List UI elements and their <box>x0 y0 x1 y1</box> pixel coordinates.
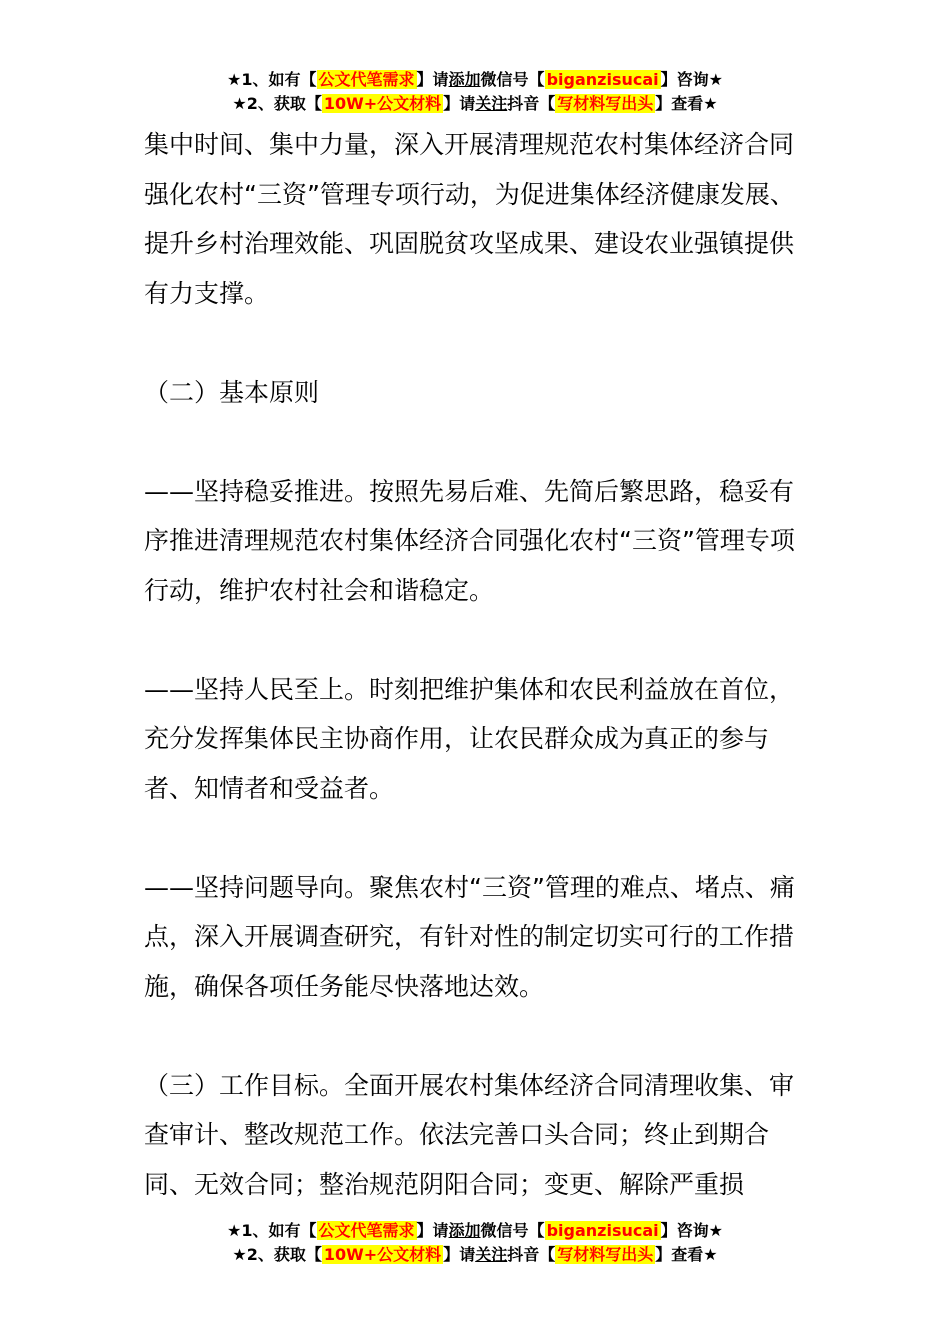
highlight-materials: 10W+公文材料 <box>323 1245 442 1264</box>
footer-banner <box>0 1219 950 1267</box>
highlight-wechat-id: biganzisucai <box>546 70 659 89</box>
highlight-wechat-id: biganzisucai <box>546 1221 659 1240</box>
banner-text: ★2、获取【 <box>232 94 322 113</box>
banner-text: 抖音【 <box>507 1245 556 1264</box>
banner-text: 】请 <box>416 1221 449 1240</box>
banner-text: ★1、如有【 <box>227 1221 317 1240</box>
banner-text: 】查看★ <box>655 94 718 113</box>
banner-text: 微信号【 <box>480 1221 545 1240</box>
banner-line-1 <box>0 68 950 92</box>
highlight-douyin: 写材料写出头 <box>557 1245 654 1264</box>
banner-text: 抖音【 <box>507 94 556 113</box>
underlined-text: 关注 <box>475 1245 508 1264</box>
banner-text: 】咨询★ <box>660 70 723 89</box>
banner-text: 】咨询★ <box>660 1221 723 1240</box>
highlight-service: 公文代笔需求 <box>318 70 415 89</box>
header-banner <box>0 68 950 116</box>
banner-line-2 <box>0 1243 950 1267</box>
paragraph: ——坚持人民至上。时刻把维护集体和农民利益放在首位，充分发挥集体民主协商作用，让农民群众成为真正的参与者、知情者和受益者。 <box>144 674 795 803</box>
paragraph: ——坚持问题导向。聚焦农村“三资”管理的难点、堵点、痛点，深入开展调查研究，有针对性的制定切实可行的工作措施，确保各项任务能尽快落地达效。 <box>144 872 795 1001</box>
banner-text: 】请 <box>443 94 476 113</box>
underlined-text: 关注 <box>475 94 508 113</box>
banner-text: 】请 <box>416 70 449 89</box>
banner-text: 微信号【 <box>480 70 545 89</box>
highlight-service: 公文代笔需求 <box>318 1221 415 1240</box>
underlined-text: 添加 <box>448 70 481 89</box>
banner-text: 】请 <box>443 1245 476 1264</box>
paragraph: （三）工作目标。全面开展农村集体经济合同清理收集、审查审计、整改规范工作。依法完善口头合同；终止到期合同、无效合同；整治规范阴阳合同；变更、解除严重损 <box>144 1070 795 1199</box>
banner-text: 】查看★ <box>655 1245 718 1264</box>
paragraph: ——坚持稳妥推进。按照先易后难、先简后繁思路，稳妥有序推进清理规范农村集体经济合同强化农村“三资”管理专项行动，维护农村社会和谐稳定。 <box>144 476 795 605</box>
banner-line-2 <box>0 92 950 116</box>
section-heading: （二）基本原则 <box>144 377 320 407</box>
underlined-text: 添加 <box>448 1221 481 1240</box>
document-body <box>144 120 812 1209</box>
highlight-douyin: 写材料写出头 <box>557 94 654 113</box>
banner-text: ★2、获取【 <box>232 1245 322 1264</box>
paragraph: 集中时间、集中力量，深入开展清理规范农村集体经济合同强化农村“三资”管理专项行动，为促进集体经济健康发展、提升乡村治理效能、巩固脱贫攻坚成果、建设农业强镇提供有力支撑。 <box>144 130 795 308</box>
highlight-materials: 10W+公文材料 <box>323 94 442 113</box>
banner-text: ★1、如有【 <box>227 70 317 89</box>
banner-line-1 <box>0 1219 950 1243</box>
